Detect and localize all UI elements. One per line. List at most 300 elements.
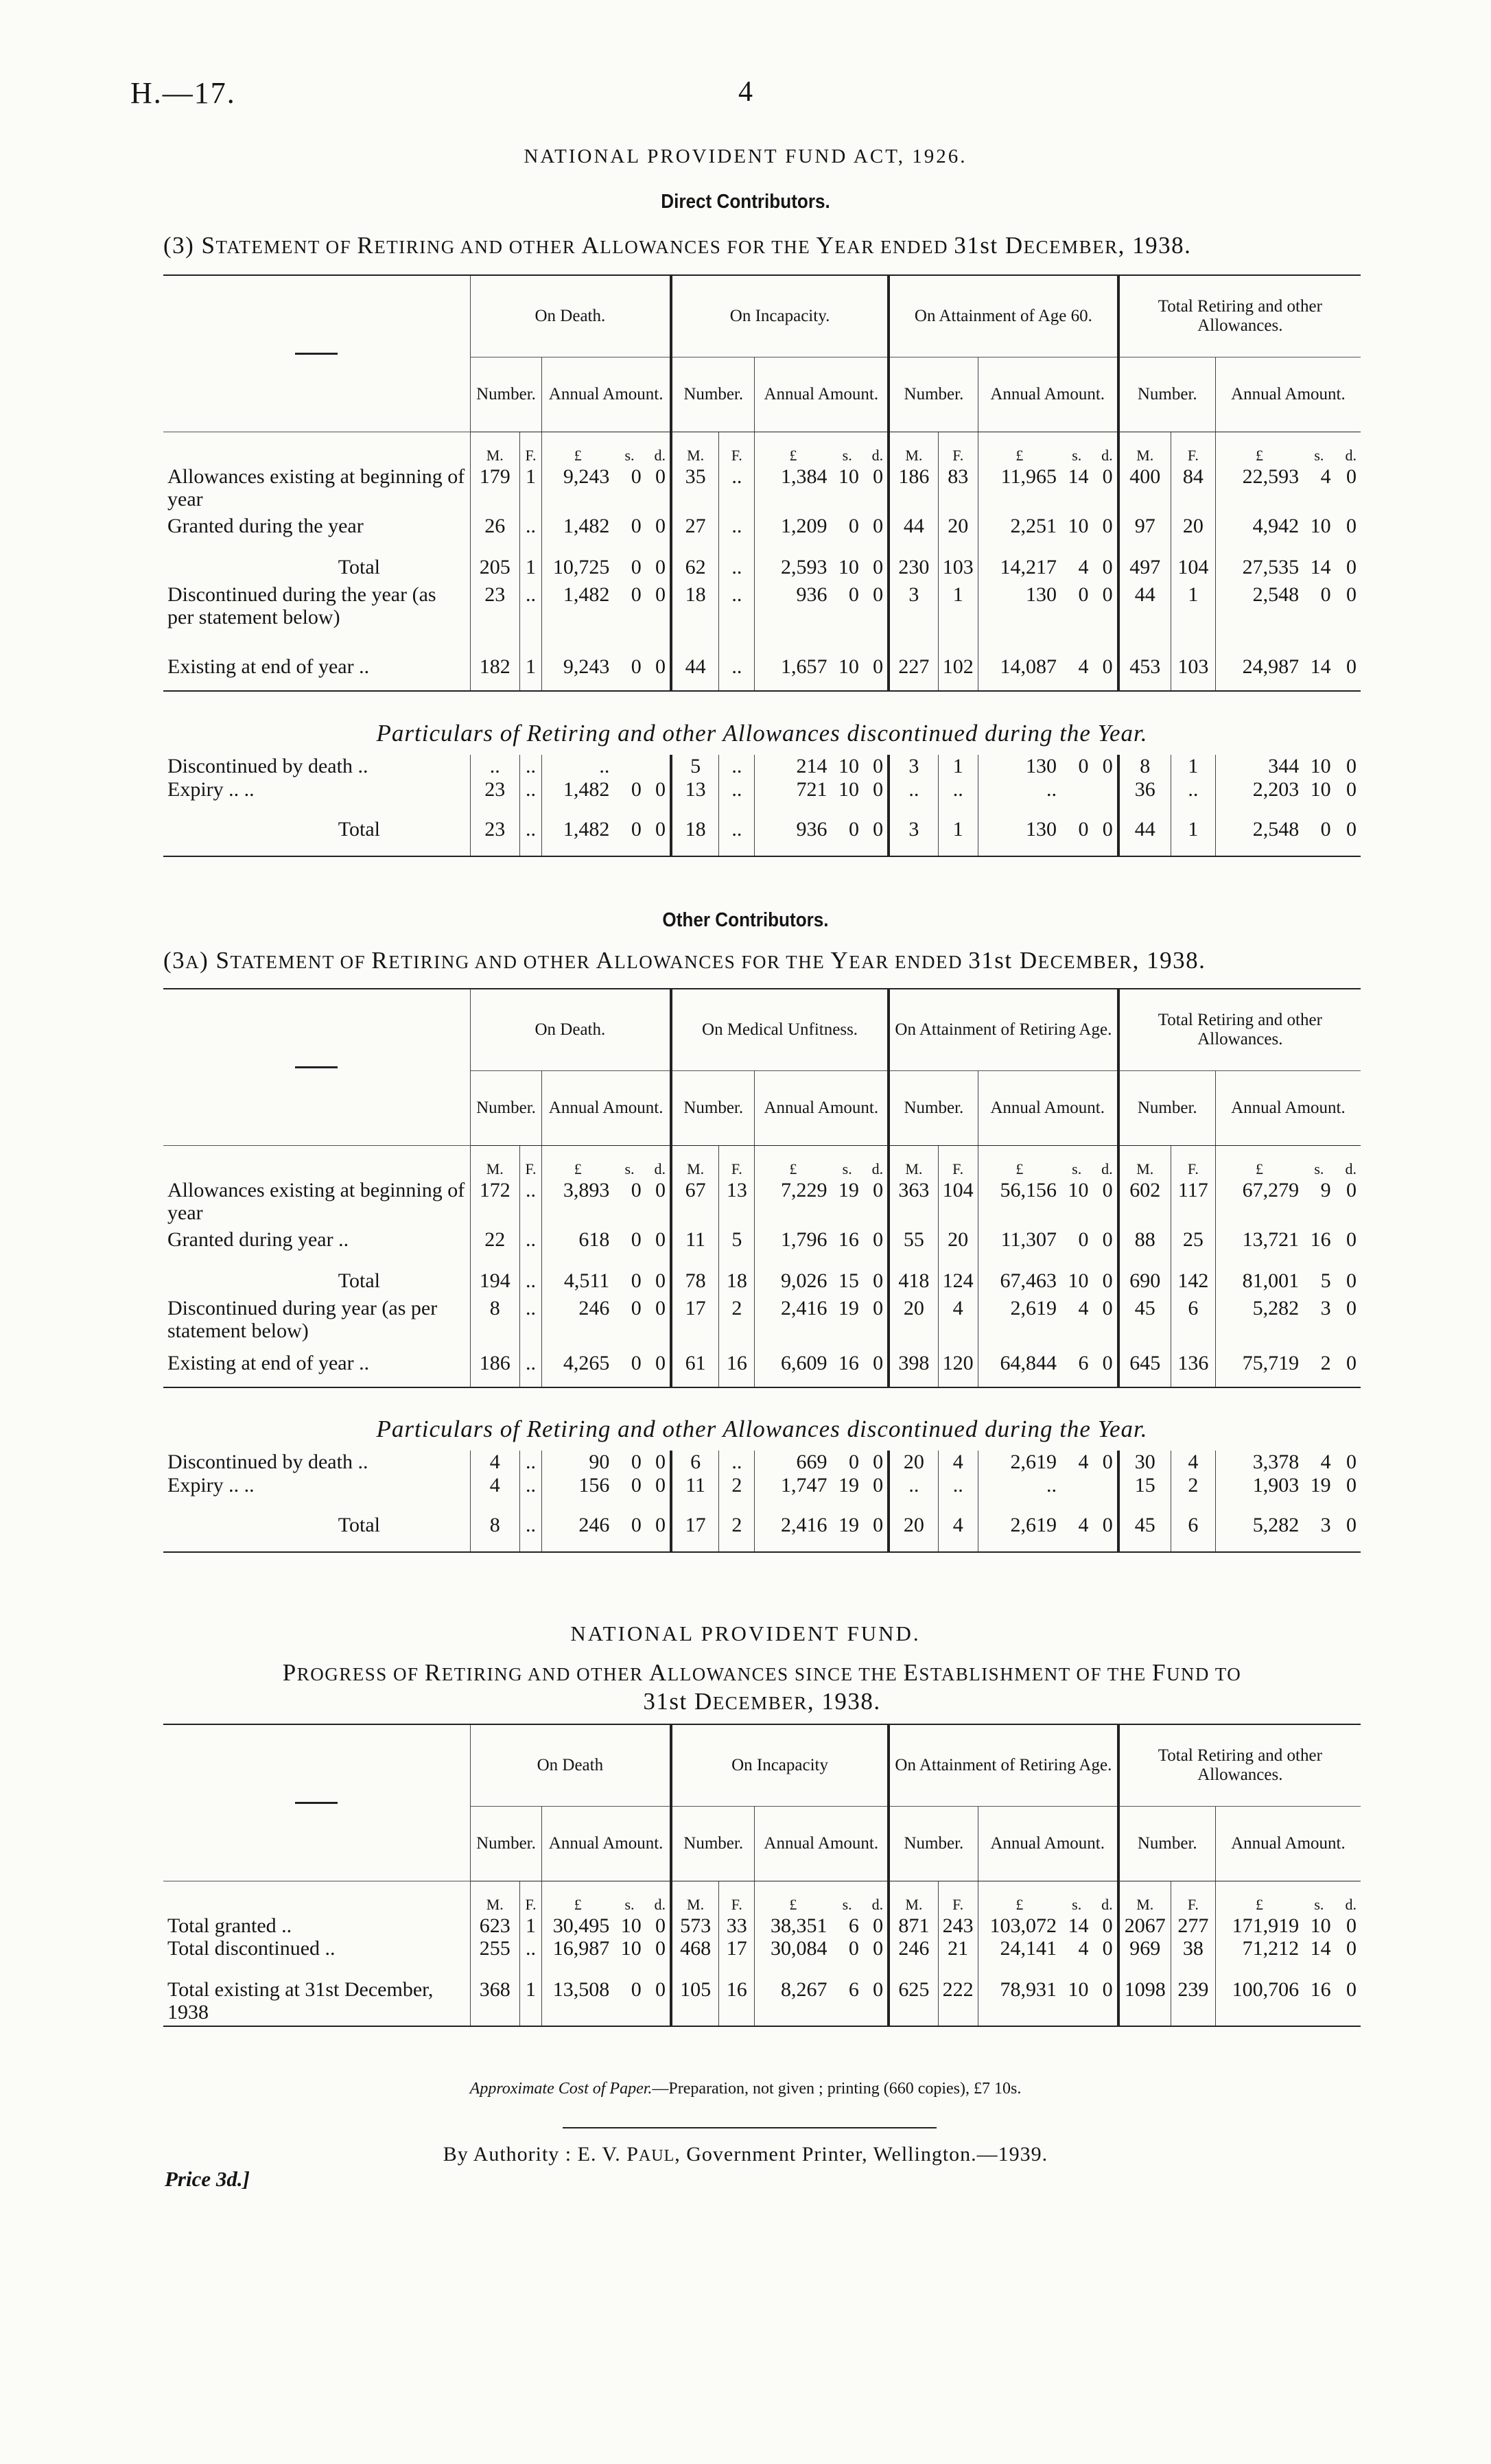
table-cell: 10	[1310, 778, 1331, 801]
table-cell: ..	[519, 1179, 542, 1228]
table-cell: 2,548	[1215, 583, 1303, 655]
table-cell: ..	[519, 1269, 542, 1297]
blank-stub-header	[163, 275, 470, 432]
table-cell: 8	[470, 1514, 519, 1552]
table-cell: 64,844	[978, 1352, 1061, 1387]
table-cell: 30,084	[755, 1937, 832, 1978]
table-cell: 0	[631, 465, 642, 488]
table-cell: 30,495	[542, 1914, 614, 1937]
table-cell: 363	[889, 1179, 938, 1228]
table-cell	[646, 755, 671, 778]
table-cell: 1,482	[542, 583, 614, 655]
table-cell: 6	[1078, 1352, 1089, 1374]
table-cell: 0	[1346, 465, 1357, 488]
table-cell: 2,593	[755, 556, 832, 583]
table-cell: 75,719	[1215, 1352, 1303, 1387]
table-cell: 4	[1320, 465, 1331, 488]
table-cell: 0	[631, 556, 642, 578]
table-cell: 23	[470, 818, 519, 856]
table-cell: 1098	[1118, 1978, 1171, 2026]
table-cell: 227	[889, 655, 938, 691]
group-header-incapacity: On Incapacity.	[671, 275, 889, 357]
table-cell: ..	[938, 778, 978, 818]
number-header: Number.	[671, 1807, 755, 1881]
table-cell: 24,987	[1215, 655, 1303, 691]
table-cell: 117	[1171, 1179, 1215, 1228]
table-cell: 2	[1320, 1352, 1331, 1374]
table-cell: 10	[1068, 1179, 1089, 1201]
amount-header: Annual Amount.	[1215, 357, 1361, 432]
table-cell: 10	[1068, 515, 1089, 537]
table-cell: 0	[1078, 818, 1089, 841]
table-cell: 4	[1078, 1451, 1089, 1473]
number-header: Number.	[889, 357, 978, 432]
amount-header: Annual Amount.	[978, 357, 1118, 432]
table-cell: 0	[655, 1474, 666, 1497]
table-cell: 20	[938, 515, 978, 556]
table-row	[163, 515, 1361, 556]
table-cell: 67,463	[978, 1269, 1061, 1297]
table-cell: 17	[671, 1297, 719, 1352]
table-cell: ..	[978, 778, 1061, 818]
table-cell: 0	[1346, 515, 1357, 537]
table-cell: 1,482	[542, 778, 614, 818]
table-cell: 368	[470, 1978, 519, 2026]
table-cell: 1	[1171, 583, 1215, 655]
table-cell: 0	[1346, 556, 1357, 578]
row-label: Discontinued by death ..	[167, 755, 368, 777]
number-header: Number.	[1118, 357, 1216, 432]
table-cell: 0	[655, 1451, 666, 1473]
table-row	[163, 755, 1361, 778]
table-cell: 0	[1102, 655, 1113, 678]
row-label: Expiry .. ..	[167, 778, 255, 801]
table-cell: 0	[655, 818, 666, 841]
table-cell: 22	[470, 1228, 519, 1269]
table-row	[163, 465, 1361, 515]
table-cell: 0	[1102, 1228, 1113, 1251]
table-cell: 0	[655, 1937, 666, 1960]
table-cell: 0	[873, 778, 884, 801]
table-cell: 38,351	[755, 1914, 832, 1937]
amount-header: Annual Amount.	[755, 1071, 889, 1146]
table-cell: 669	[755, 1451, 832, 1474]
table-row	[163, 583, 1361, 655]
number-header: Number.	[470, 1807, 542, 1881]
table-cell: 222	[938, 1978, 978, 2026]
progress-table	[163, 1724, 1361, 2027]
table-cell: 130	[978, 583, 1061, 655]
table-cell: 0	[848, 515, 859, 537]
table-cell: 0	[873, 655, 884, 678]
statement-3-title: (3) STATEMENT OF RETIRING AND OTHER ALLOWANCES FOR THE YEAR ENDED 31st DECEMBER, 1938.	[163, 232, 1192, 259]
number-header: Number.	[889, 1807, 978, 1881]
table-cell: 497	[1118, 556, 1171, 583]
table-cell: 104	[1171, 556, 1215, 583]
table-cell: 0	[1102, 465, 1113, 488]
table-cell: 186	[889, 465, 938, 515]
table-cell: 623	[470, 1914, 519, 1937]
table-cell: 255	[470, 1937, 519, 1978]
table-cell: 44	[671, 655, 719, 691]
group-header-death: On Death.	[470, 275, 671, 357]
table-cell: 14	[1310, 556, 1331, 578]
table-cell: 0	[631, 1179, 642, 1201]
group-header-medical-unfitness: On Medical Unfitness.	[671, 989, 889, 1071]
table-cell: 9,026	[755, 1269, 832, 1297]
table-cell: 3	[1320, 1297, 1331, 1319]
table-cell: 0	[848, 1937, 859, 1960]
progress-title: PROGRESS OF RETIRING AND OTHER ALLOWANCES SINCE THE ESTABLISHMENT OF THE FUND TO 31st DECEMBER, 1938.	[282, 1659, 1242, 1715]
table-cell: 0	[1102, 1978, 1113, 2001]
table-cell: ..	[889, 1474, 938, 1514]
table-cell: 0	[1346, 655, 1357, 678]
table-cell: 0	[1346, 1451, 1357, 1473]
table-cell: 936	[755, 583, 832, 655]
table-cell: 2	[719, 1474, 755, 1514]
table-cell: 27	[671, 515, 719, 556]
table-cell: 1,209	[755, 515, 832, 556]
other-particulars-table	[163, 1451, 1361, 1553]
table-cell: 16	[1310, 1228, 1331, 1251]
table-cell: 14	[1068, 465, 1089, 488]
table-cell: 246	[542, 1514, 614, 1552]
table-cell: 0	[655, 1514, 666, 1536]
table-cell: 2,251	[978, 515, 1061, 556]
table-cell: 10	[1310, 755, 1331, 777]
group-header-total: Total Retiring and other Allowances.	[1118, 275, 1361, 357]
table-cell: 14	[1068, 1914, 1089, 1937]
table-cell: 16	[838, 1228, 859, 1251]
table-cell: 97	[1118, 515, 1171, 556]
table-cell: 0	[873, 583, 884, 606]
price: Price 3d.]	[165, 2167, 250, 2191]
table-cell	[1061, 778, 1092, 818]
table-cell: 0	[1078, 583, 1089, 606]
table-cell: 20	[1171, 515, 1215, 556]
table-cell: 3	[889, 583, 938, 655]
table-cell: ..	[519, 778, 542, 818]
table-cell: 721	[755, 778, 832, 818]
table-cell: 969	[1118, 1937, 1171, 1978]
table-cell: 81,001	[1215, 1269, 1303, 1297]
page-number: 4	[738, 76, 753, 108]
table-cell: 11,307	[978, 1228, 1061, 1269]
table-cell: 1,796	[755, 1228, 832, 1269]
table-cell: 1,384	[755, 465, 832, 515]
table-cell: 10	[1310, 515, 1331, 537]
table-cell: ..	[719, 465, 755, 515]
table-cell: 0	[655, 1269, 666, 1292]
table-cell: 30	[1118, 1451, 1171, 1474]
table-cell: 44	[889, 515, 938, 556]
table-cell: 2	[719, 1514, 755, 1552]
blank-stub-header	[163, 1724, 470, 1881]
imprint-rule	[563, 2127, 937, 2128]
table-cell: ..	[519, 1297, 542, 1352]
table-cell: 9,243	[542, 655, 614, 691]
table-cell: 13	[719, 1179, 755, 1228]
table-cell: 4	[470, 1451, 519, 1474]
table-cell: 10	[838, 465, 859, 488]
table-cell: 0	[655, 1352, 666, 1374]
table-cell: 230	[889, 556, 938, 583]
table-cell: 2,619	[978, 1514, 1061, 1552]
table-row	[163, 1978, 1361, 2026]
table-cell: 19	[838, 1474, 859, 1497]
table-cell: 0	[1102, 1914, 1113, 1937]
row-label: Granted during year ..	[167, 1228, 349, 1251]
table-cell: 2,203	[1215, 778, 1303, 818]
direct-contributors-table	[163, 274, 1361, 692]
table-cell: ..	[938, 1474, 978, 1514]
amount-header: Annual Amount.	[1215, 1807, 1361, 1881]
number-header: Number.	[470, 357, 542, 432]
table-cell: 0	[1102, 1352, 1113, 1374]
table-cell: 8	[470, 1297, 519, 1352]
table-cell: 24,141	[978, 1937, 1061, 1978]
table-cell: 0	[631, 515, 642, 537]
number-header: Number.	[1118, 1071, 1216, 1146]
table-cell: 0	[873, 1352, 884, 1374]
table-cell: 625	[889, 1978, 938, 2026]
table-cell: ..	[719, 818, 755, 856]
table-cell: 0	[1102, 1514, 1113, 1536]
table-cell: 3	[889, 818, 938, 856]
table-cell: ..	[719, 583, 755, 655]
table-cell: 20	[889, 1297, 938, 1352]
table-row	[163, 778, 1361, 818]
table-cell: 602	[1118, 1179, 1171, 1228]
table-cell: ..	[519, 1937, 542, 1978]
table-cell: 0	[1346, 583, 1357, 606]
row-label: Discontinued during the year (as per statement below)	[167, 583, 436, 629]
table-cell: 936	[755, 818, 832, 856]
table-cell	[1061, 1474, 1092, 1514]
amount-header: Annual Amount.	[1215, 1071, 1361, 1146]
table-cell: 55	[889, 1228, 938, 1269]
table-row	[163, 655, 1361, 691]
table-cell: 18	[671, 583, 719, 655]
table-cell: 1	[938, 583, 978, 655]
table-cell: 0	[655, 515, 666, 537]
table-cell: ..	[519, 818, 542, 856]
table-cell: 1,482	[542, 515, 614, 556]
table-cell: 10,725	[542, 556, 614, 583]
table-cell: ..	[519, 755, 542, 778]
table-row	[163, 1297, 1361, 1352]
table-cell: 4	[1078, 556, 1089, 578]
amount-header: Annual Amount.	[755, 1807, 889, 1881]
table-cell: 14,087	[978, 655, 1061, 691]
table-cell: ..	[519, 1451, 542, 1474]
table-cell: 0	[1102, 583, 1113, 606]
table-cell: 573	[671, 1914, 719, 1937]
unit-row: M. F. £ s. d. M. F. £ s. d. M. F. £ s. d. M. F. £ s. d.	[163, 432, 1361, 466]
table-row	[163, 818, 1361, 856]
table-cell	[1093, 778, 1118, 818]
other-contributors-heading: Other Contributors.	[662, 909, 829, 931]
table-cell: 0	[631, 1474, 642, 1497]
table-cell: 36	[1118, 778, 1171, 818]
table-row	[163, 1914, 1361, 1937]
table-cell: 156	[542, 1474, 614, 1514]
table-cell: 1	[519, 556, 542, 583]
table-cell: 19	[838, 1514, 859, 1536]
table-cell: 124	[938, 1269, 978, 1297]
table-cell: 0	[631, 1352, 642, 1374]
group-header-total: Total Retiring and other Allowances.	[1118, 989, 1361, 1071]
table-cell: 103	[938, 556, 978, 583]
table-cell: 11	[671, 1474, 719, 1514]
table-cell: 618	[542, 1228, 614, 1269]
table-cell: 0	[1102, 556, 1113, 578]
table-cell: 22,593	[1215, 465, 1303, 515]
document-code: H.—17.	[130, 76, 236, 110]
table-cell: 398	[889, 1352, 938, 1387]
table-cell: 6	[848, 1978, 859, 2001]
table-cell: 1,747	[755, 1474, 832, 1514]
table-cell: 246	[889, 1937, 938, 1978]
table-cell: 0	[873, 755, 884, 777]
table-cell: 400	[1118, 465, 1171, 515]
amount-header: Annual Amount.	[542, 1071, 671, 1146]
table-cell: 16	[1310, 1978, 1331, 2001]
table-cell: 1,482	[542, 818, 614, 856]
table-cell: 6	[1171, 1514, 1215, 1552]
row-label: Total	[338, 1269, 380, 1292]
table-cell: 19	[838, 1297, 859, 1319]
table-cell: 0	[848, 1451, 859, 1473]
table-cell: 0	[1346, 818, 1357, 841]
table-cell: 100,706	[1215, 1978, 1303, 2026]
table-cell: 0	[1102, 1297, 1113, 1319]
row-label: Existing at end of year ..	[167, 655, 370, 678]
table-cell: 179	[470, 465, 519, 515]
table-cell: 0	[655, 1179, 666, 1201]
table-cell: 38	[1171, 1937, 1215, 1978]
table-cell: 214	[755, 755, 832, 778]
table-cell: ..	[1171, 778, 1215, 818]
table-cell: 0	[873, 1228, 884, 1251]
amount-header: Annual Amount.	[542, 357, 671, 432]
table-cell: 130	[978, 818, 1061, 856]
table-cell: ..	[719, 778, 755, 818]
table-cell: ..	[719, 515, 755, 556]
table-cell: 3,378	[1215, 1451, 1303, 1474]
cost-note: Approximate Cost of Paper.—Preparation, not given ; printing (660 copies), £7 10s.	[469, 2080, 1022, 2098]
table-cell: 194	[470, 1269, 519, 1297]
printer-authority: By Authority : E. V. PAUL, Government Printer, Wellington.—1939.	[443, 2143, 1048, 2166]
table-cell: 2,619	[978, 1297, 1061, 1352]
table-cell: 5	[719, 1228, 755, 1269]
table-cell: 20	[889, 1514, 938, 1552]
table-row	[163, 1269, 1361, 1297]
table-cell: 0	[873, 465, 884, 488]
table-cell: 20	[938, 1228, 978, 1269]
table-cell: 18	[671, 818, 719, 856]
table-cell: 5,282	[1215, 1514, 1303, 1552]
amount-header: Annual Amount.	[542, 1807, 671, 1881]
table-cell: 0	[1102, 755, 1113, 777]
table-row	[163, 1474, 1361, 1514]
table-cell: 14	[1310, 655, 1331, 678]
table-cell: 15	[1118, 1474, 1171, 1514]
table-cell: 10	[838, 778, 859, 801]
table-cell: 44	[1118, 583, 1171, 655]
table-cell: 0	[873, 1978, 884, 2001]
table-cell: 182	[470, 655, 519, 691]
table-row	[163, 1514, 1361, 1552]
table-cell	[613, 755, 645, 778]
amount-header: Annual Amount.	[978, 1807, 1118, 1881]
table-cell: 13,508	[542, 1978, 614, 2026]
table-cell: 136	[1171, 1352, 1215, 1387]
table-cell: 0	[1102, 1451, 1113, 1473]
table-cell: 90	[542, 1451, 614, 1474]
table-cell: 0	[873, 515, 884, 537]
table-cell: 23	[470, 583, 519, 655]
number-header: Number.	[671, 1071, 755, 1146]
direct-particulars-table	[163, 755, 1361, 857]
table-cell: 13	[671, 778, 719, 818]
table-cell: 0	[631, 1514, 642, 1536]
table-cell: 84	[1171, 465, 1215, 515]
table-cell: 246	[542, 1297, 614, 1352]
other-contributors-table	[163, 988, 1361, 1388]
table-cell: 35	[671, 465, 719, 515]
table-cell: 142	[1171, 1269, 1215, 1297]
table-cell: 0	[655, 1978, 666, 2001]
table-cell: 3	[889, 755, 938, 778]
table-cell: 0	[873, 1474, 884, 1497]
row-label: Expiry .. ..	[167, 1474, 255, 1497]
row-label: Total	[338, 556, 380, 578]
table-cell: 8	[1118, 755, 1171, 778]
table-cell: 6	[671, 1451, 719, 1474]
table-cell: 0	[1346, 1228, 1357, 1251]
table-cell: 17	[719, 1937, 755, 1978]
table-cell: 103,072	[978, 1914, 1061, 1937]
table-cell: 7,229	[755, 1179, 832, 1228]
fund-title: NATIONAL PROVIDENT FUND.	[570, 1621, 921, 1645]
table-cell: ..	[719, 556, 755, 583]
group-header-death: On Death.	[470, 989, 671, 1071]
table-cell: ..	[519, 583, 542, 655]
table-cell: 186	[470, 1352, 519, 1387]
table-cell: 4	[470, 1474, 519, 1514]
table-cell: 0	[655, 583, 666, 606]
table-cell: 8,267	[755, 1978, 832, 2026]
act-title: NATIONAL PROVIDENT FUND ACT, 1926.	[524, 145, 967, 167]
table-cell: 61	[671, 1352, 719, 1387]
number-header: Number.	[1118, 1807, 1216, 1881]
table-cell: 0	[1320, 818, 1331, 841]
table-cell: 10	[620, 1914, 642, 1937]
table-row	[163, 1228, 1361, 1269]
table-cell: 19	[838, 1179, 859, 1201]
table-cell: 239	[1171, 1978, 1215, 2026]
table-cell: 0	[873, 1297, 884, 1319]
table-cell: 13,721	[1215, 1228, 1303, 1269]
table-cell: 6	[848, 1914, 859, 1937]
number-header: Number.	[889, 1071, 978, 1146]
number-header: Number.	[470, 1071, 542, 1146]
table-cell: 0	[848, 583, 859, 606]
table-cell: 0	[873, 1451, 884, 1473]
table-cell: 1	[519, 465, 542, 515]
table-cell: 11,965	[978, 465, 1061, 515]
